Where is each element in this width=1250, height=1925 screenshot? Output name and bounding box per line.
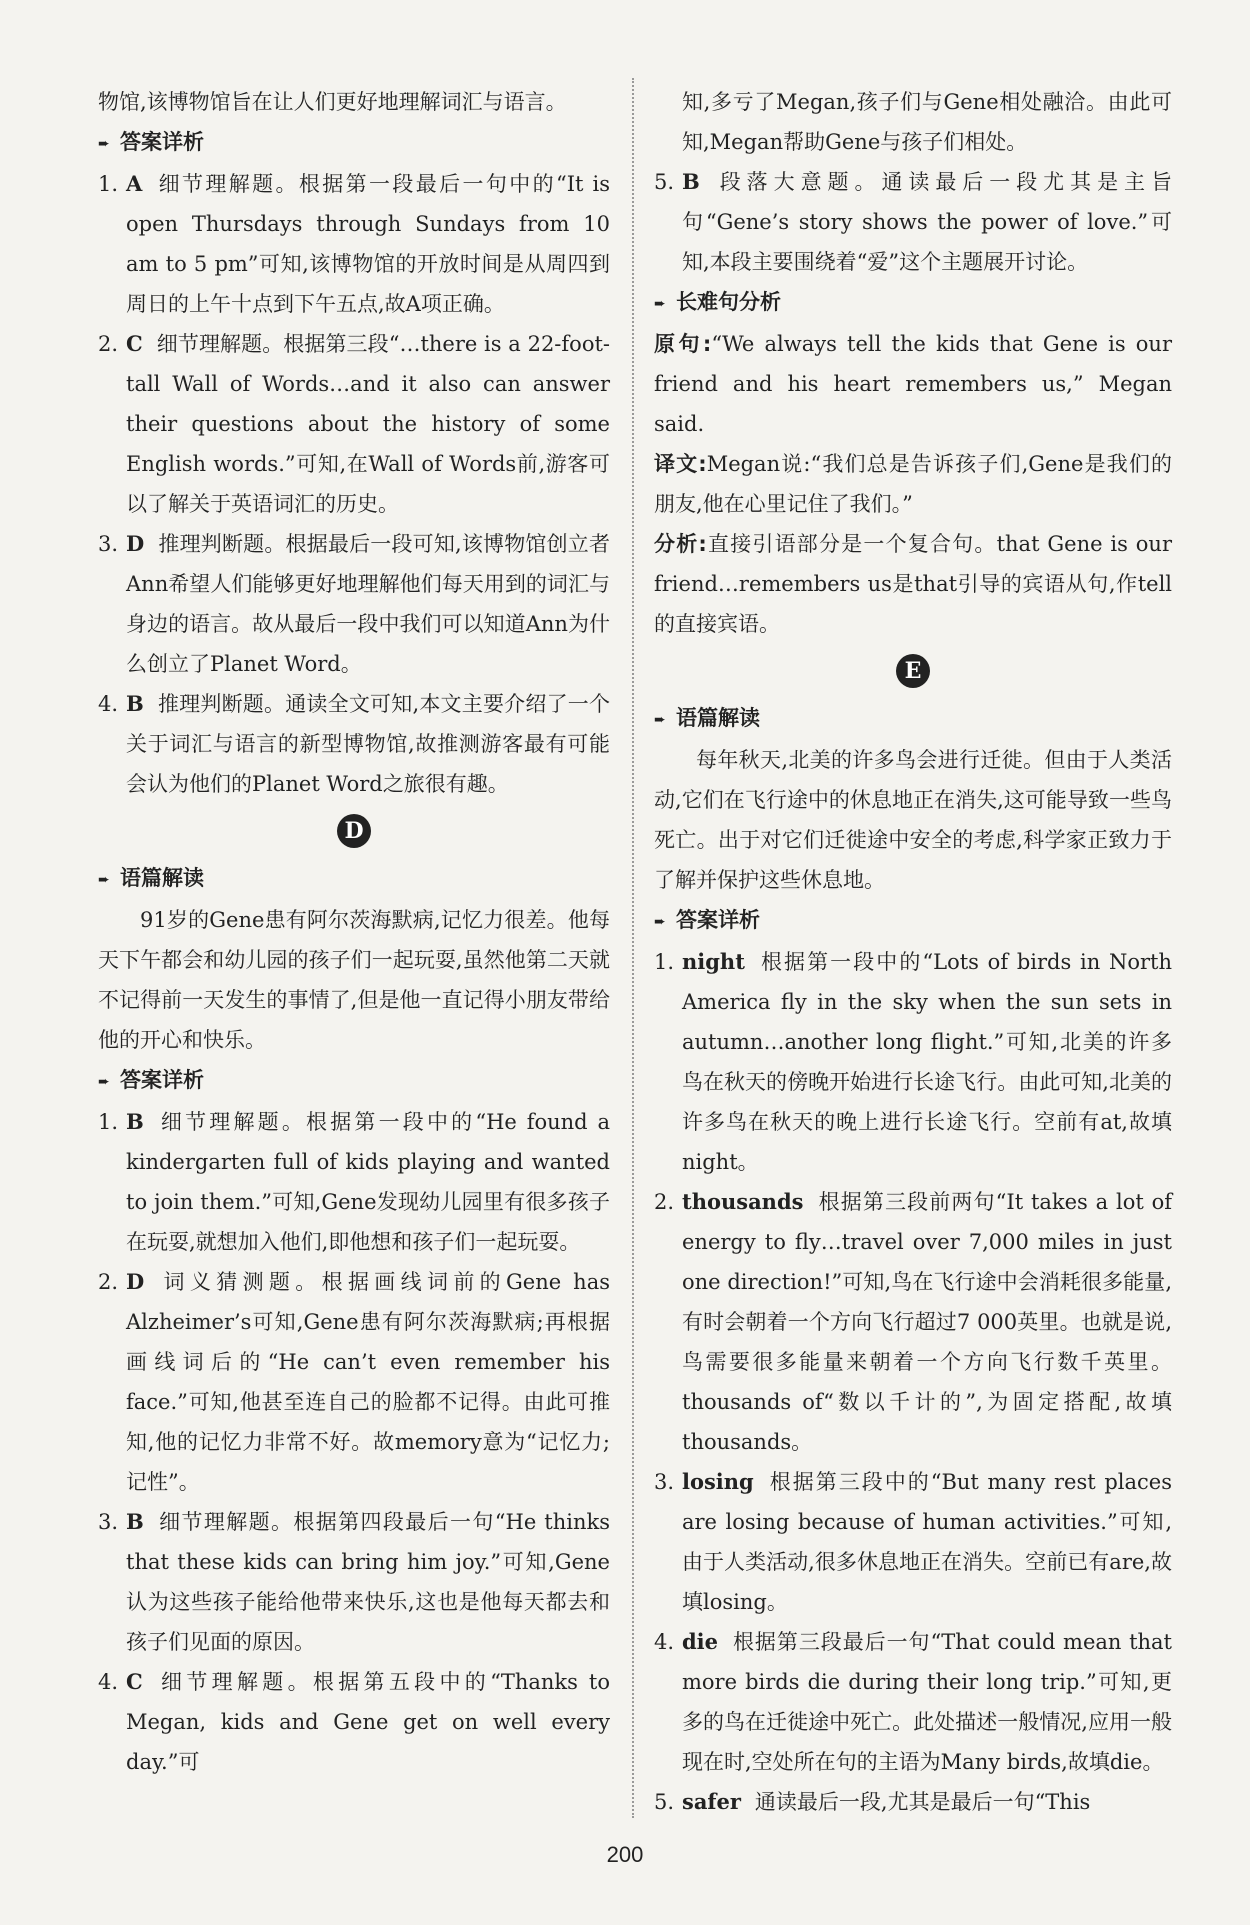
answer-key: safer bbox=[682, 1789, 741, 1814]
section-heading-answers: ➨ 答案详析 bbox=[98, 122, 610, 164]
item-number: 4. bbox=[98, 692, 119, 716]
answer-key: A bbox=[126, 171, 143, 196]
answer-key: C bbox=[126, 1669, 143, 1694]
answer-item bbox=[98, 1502, 610, 1662]
item-number: 5. bbox=[654, 1790, 675, 1814]
answer-explanation: 通读最后一段,尤其是最后一句“This bbox=[754, 1790, 1091, 1814]
answer-key: D bbox=[126, 1269, 145, 1294]
right-column bbox=[654, 82, 1172, 1822]
column-divider bbox=[632, 78, 634, 1818]
answer-item bbox=[654, 82, 1172, 162]
item-number: 3. bbox=[654, 1470, 675, 1494]
answer-item bbox=[98, 684, 610, 804]
left-column bbox=[98, 82, 610, 1782]
answer-item bbox=[98, 1262, 610, 1502]
answer-item bbox=[654, 1462, 1172, 1622]
item-number: 1. bbox=[654, 950, 675, 974]
passage-summary-e: 每年秋天,北美的许多鸟会进行迁徙。但由于人类活动,它们在飞行途中的休息地正在消失,这可能导致一些鸟死亡。出于对它们迁徙途中安全的考虑,科学家正致力于了解并保护这些休息地。 bbox=[654, 748, 1172, 892]
page-number: 200 bbox=[606, 1842, 644, 1867]
answer-list-d bbox=[98, 1102, 610, 1782]
answer-key: B bbox=[126, 1109, 144, 1134]
answer-key: losing bbox=[682, 1469, 754, 1494]
answer-key: C bbox=[126, 331, 143, 356]
item-number: 1. bbox=[98, 172, 119, 196]
answer-item bbox=[98, 324, 610, 524]
answer-explanation: 细节理解题。根据第四段最后一句“He thinks that these kids can bring him joy.”可知,Gene认为这些孩子能给他带来快乐,这也是他每天都去和孩子们见面的原因。 bbox=[126, 1510, 610, 1654]
answer-explanation: 细节理解题。根据第一段最后一句中的“It is open Thursdays through Sundays from 10 am to 5 pm”可知,该博物馆的开放时间是从周四到周日的上午十点到下午五点,故A项正确。 bbox=[126, 172, 610, 316]
answer-key: D bbox=[126, 531, 145, 556]
answer-item bbox=[654, 942, 1172, 1182]
answer-explanation: 细节理解题。根据第五段中的“Thanks to Megan, kids and Gene get on well every day.”可 bbox=[126, 1670, 610, 1774]
translation: 译文:Megan说:“我们总是告诉孩子们,Gene是我们的朋友,他在心里记住了我们。” bbox=[654, 452, 1172, 516]
section-heading-answers: ➨ 答案详析 bbox=[98, 1060, 610, 1102]
analysis: 分析:直接引语部分是一个复合句。that Gene is our friend…remembers us是that引导的宾语从句,作tell的直接宾语。 bbox=[654, 532, 1172, 636]
answer-explanation: 推理判断题。根据最后一段可知,该博物馆创立者Ann希望人们能够更好地理解他们每天用到的词汇与身边的语言。故从最后一段中我们可以知道Ann为什么创立了Planet Word。 bbox=[126, 532, 610, 676]
item-number: 2. bbox=[98, 332, 119, 356]
intro-tail: 物馆,该博物馆旨在让人们更好地理解词汇与语言。 bbox=[98, 90, 567, 114]
item-number: 3. bbox=[98, 1510, 119, 1534]
section-heading-reading: ➨ 语篇解读 bbox=[98, 858, 610, 900]
answer-explanation: 根据第三段前两句“It takes a lot of energy to fly…travel over 7,000 miles in just one direction!”可知,鸟在飞行途中会消耗很多能量,有时会朝着一个方向飞行超过7 000英里。也就是说,鸟需要很多能量来朝着一个方向飞行数千英里。thousands of“数以千计的”,为固定搭配,故填thousands。 bbox=[682, 1190, 1172, 1454]
item-number: 1. bbox=[98, 1110, 119, 1134]
item-number: 4. bbox=[654, 1630, 675, 1654]
arrow-icon: ➨ bbox=[98, 136, 110, 152]
section-heading-long-sentence: ➨ 长难句分析 bbox=[654, 282, 1172, 324]
item-number: 2. bbox=[98, 1270, 119, 1294]
passage-summary-d: 91岁的Gene患有阿尔茨海默病,记忆力很差。他每天下午都会和幼儿园的孩子们一起玩耍,虽然他第二天就不记得前一天发生的事情了,但是他一直记得小朋友带给他的开心和快乐。 bbox=[98, 908, 610, 1052]
answer-explanation: 根据第三段最后一句“That could mean that more birds die during their long trip.”可知,更多的鸟在迁徙途中死亡。此处描述一般情况,应用一般现在时,空处所在句的主语为Many birds,故填die。 bbox=[682, 1630, 1172, 1774]
arrow-icon: ➨ bbox=[98, 872, 110, 888]
answer-explanation: 细节理解题。根据第三段“…there is a 22-foot-tall Wall of Words…and it also can answer their questions about the history of some English words.”可知,在Wall of Words前,游客可以了解关于英语词汇的历史。 bbox=[126, 332, 610, 516]
original-sentence: 原句:“We always tell the kids that Gene is our friend and his heart remembers us,” Megan said. bbox=[654, 332, 1172, 436]
arrow-icon: ➨ bbox=[654, 712, 666, 728]
answer-item bbox=[98, 1662, 610, 1782]
arrow-icon: ➨ bbox=[98, 1074, 110, 1090]
answer-key: B bbox=[126, 691, 144, 716]
answer-key: B bbox=[126, 1509, 144, 1534]
answer-explanation: 细节理解题。根据第一段中的“He found a kindergarten full of kids playing and wanted to join them.”可知,Gene发现幼儿园里有很多孩子在玩耍,就想加入他们,即他想和孩子们一起玩耍。 bbox=[126, 1110, 610, 1254]
passage-badge-e: E bbox=[896, 654, 930, 688]
answer-explanation: 根据第三段中的“But many rest places are losing because of human activities.”可知,由于人类活动,很多休息地正在消失。空前已有are,故填losing。 bbox=[682, 1470, 1172, 1614]
answer-item bbox=[654, 1182, 1172, 1462]
answer-list-c bbox=[98, 164, 610, 804]
answer-key: die bbox=[682, 1629, 719, 1654]
passage-badge-d: D bbox=[337, 814, 371, 848]
answer-item bbox=[98, 1102, 610, 1262]
item-number: 4. bbox=[98, 1670, 119, 1694]
section-heading-answers: ➨ 答案详析 bbox=[654, 900, 1172, 942]
answer-key: night bbox=[682, 949, 745, 974]
answer-item bbox=[98, 164, 610, 324]
item-number: 2. bbox=[654, 1190, 675, 1214]
answer-item bbox=[98, 524, 610, 684]
answer-item: 5. B 段落大意题。通读最后一段尤其是主旨句“Gene’s story shows the power of love.”可知,本段主要围绕着“爱”这个主题展开讨论。 bbox=[654, 169, 1172, 274]
answer-continuation: 知,多亏了Megan,孩子们与Gene相处融洽。由此可知,Megan帮助Gene与孩子们相处。 bbox=[682, 90, 1172, 154]
answer-key: thousands bbox=[682, 1189, 804, 1214]
answer-explanation: 推理判断题。通读全文可知,本文主要介绍了一个关于词汇与语言的新型博物馆,故推测游客最有可能会认为他们的Planet Word之旅很有趣。 bbox=[126, 692, 610, 796]
arrow-icon: ➨ bbox=[654, 296, 666, 312]
arrow-icon: ➨ bbox=[654, 914, 666, 930]
answer-item bbox=[654, 1782, 1172, 1822]
answer-item bbox=[654, 1622, 1172, 1782]
item-number: 3. bbox=[98, 532, 119, 556]
answer-explanation: 根据第一段中的“Lots of birds in North America fly in the sky when the sun sets in autumn…another long flight.”可知,北美的许多鸟在秋天的傍晚开始进行长途飞行。由此可知,北美的许多鸟在秋天的晚上进行长途飞行。空前有at,故填night。 bbox=[682, 950, 1172, 1174]
answer-explanation: 词义猜测题。根据画线词前的Gene has Alzheimer’s可知,Gene患有阿尔茨海默病;再根据画线词后的“He can’t even remember his face.”可知,他甚至连自己的脸都不记得。由此可推知,他的记忆力非常不好。故memory意为“记忆力;记性”。 bbox=[126, 1270, 610, 1494]
answer-list-e bbox=[654, 942, 1172, 1822]
section-heading-reading: ➨ 语篇解读 bbox=[654, 698, 1172, 740]
